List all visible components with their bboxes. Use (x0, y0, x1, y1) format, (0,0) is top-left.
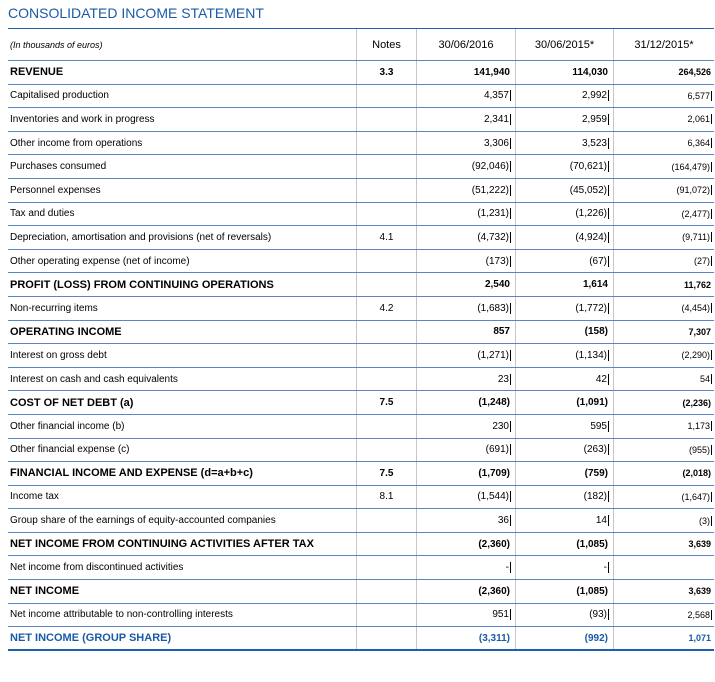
table-row (8, 155, 714, 179)
table-row (8, 556, 714, 580)
row-value-30-06-2016: 4,357 (417, 85, 516, 108)
table-header-row (8, 29, 714, 61)
row-value-30-06-2016: 951 (417, 604, 516, 627)
row-value-31-12-2015: (2,018) (682, 468, 711, 479)
row-value-30-06-2015: (759) (516, 462, 614, 485)
row-value-30-06-2015: (67) (516, 250, 614, 273)
row-value-30-06-2016: (1,683) (417, 297, 516, 320)
row-value-31-12-2015: 2,061 (687, 114, 710, 125)
row-value-31-12-2015: (2,290) (681, 350, 710, 361)
table-row (8, 108, 714, 132)
row-label: NET INCOME (GROUP SHARE) (8, 627, 357, 649)
row-value-30-06-2016: (92,046) (417, 155, 516, 178)
row-value-31-12-2015: (91,072) (676, 185, 710, 196)
row-value-31-12-2015: 6,577 (687, 90, 710, 101)
row-label: Non-recurring items (8, 297, 357, 320)
row-label: Interest on gross debt (8, 344, 357, 367)
row-value-31-12-2015: (1,647) (681, 491, 710, 502)
row-label: Income tax (8, 486, 357, 509)
table-row (8, 61, 714, 85)
row-value-31-12-2015: 6,364 (687, 138, 710, 149)
row-value-30-06-2015: 114,030 (516, 61, 614, 84)
row-label: Inventories and work in progress (8, 108, 357, 131)
row-value-30-06-2015: 595 (516, 415, 614, 438)
row-notes (357, 108, 417, 131)
row-value-31-12-2015 (614, 556, 714, 579)
row-value-30-06-2015: (158) (516, 321, 614, 344)
table-row (8, 604, 714, 628)
row-label: NET INCOME (8, 580, 357, 603)
row-value-30-06-2015: (1,091) (516, 391, 614, 414)
row-value-30-06-2016: 23 (417, 368, 516, 391)
row-value-30-06-2016: 3,306 (417, 132, 516, 155)
row-label: Depreciation, amortisation and provisions (net of reversals) (8, 226, 357, 249)
row-value-30-06-2016: (2,360) (417, 580, 516, 603)
row-value-31-12-2015: 1,071 (688, 633, 711, 644)
row-value-30-06-2015: (4,924) (516, 226, 614, 249)
row-notes (357, 533, 417, 556)
table-row (8, 627, 714, 651)
row-value-30-06-2016: 230 (417, 415, 516, 438)
row-label: Other financial income (b) (8, 415, 357, 438)
table-row (8, 533, 714, 557)
row-value-30-06-2016: (1,248) (417, 391, 516, 414)
row-value-30-06-2016: (2,360) (417, 533, 516, 556)
row-notes (357, 627, 417, 649)
row-value-30-06-2015: (992) (516, 627, 614, 649)
header-col-30-06-2016: 30/06/2016 (417, 29, 516, 60)
row-label: Other financial expense (c) (8, 439, 357, 462)
row-value-31-12-2015: (955) (688, 444, 710, 455)
row-label: Net income from discontinued activities (8, 556, 357, 579)
table-row (8, 580, 714, 604)
table-row (8, 368, 714, 392)
row-value-30-06-2015: 42 (516, 368, 614, 391)
row-value-31-12-2015: 3,639 (688, 539, 711, 550)
table-row (8, 203, 714, 227)
row-notes (357, 368, 417, 391)
table-row (8, 321, 714, 345)
row-notes (357, 604, 417, 627)
row-notes (357, 179, 417, 202)
row-value-30-06-2016: (4,732) (417, 226, 516, 249)
row-value-30-06-2015: (70,621) (516, 155, 614, 178)
header-col-31-12-2015: 31/12/2015* (634, 38, 694, 51)
table-row (8, 415, 714, 439)
row-value-30-06-2015: 3,523 (516, 132, 614, 155)
row-value-30-06-2015: (45,052) (516, 179, 614, 202)
table-row (8, 509, 714, 533)
income-statement-table (8, 28, 714, 651)
row-label: COST OF NET DEBT (a) (8, 391, 357, 414)
row-value-30-06-2015: - (516, 556, 614, 579)
table-row (8, 439, 714, 463)
row-notes (357, 344, 417, 367)
row-value-31-12-2015: 264,526 (678, 67, 711, 78)
row-value-30-06-2016: (173) (417, 250, 516, 273)
row-notes: 4.2 (357, 297, 417, 320)
row-value-30-06-2015: 2,992 (516, 85, 614, 108)
row-value-31-12-2015: 2,568 (687, 609, 710, 620)
table-row (8, 344, 714, 368)
row-value-30-06-2016: (1,231) (417, 203, 516, 226)
row-notes: 7.5 (357, 391, 417, 414)
row-notes (357, 509, 417, 532)
row-value-30-06-2015: (1,085) (516, 533, 614, 556)
row-notes: 4.1 (357, 226, 417, 249)
row-notes: 3.3 (357, 61, 417, 84)
row-value-30-06-2016: (691) (417, 439, 516, 462)
row-label: Purchases consumed (8, 155, 357, 178)
row-notes (357, 132, 417, 155)
row-value-30-06-2015: (1,085) (516, 580, 614, 603)
row-label: Capitalised production (8, 85, 357, 108)
row-label: Personnel expenses (8, 179, 357, 202)
row-notes (357, 273, 417, 296)
statement-title: CONSOLIDATED INCOME STATEMENT (8, 5, 264, 21)
table-row (8, 391, 714, 415)
row-notes (357, 321, 417, 344)
row-notes (357, 155, 417, 178)
row-value-31-12-2015: (3) (699, 515, 710, 526)
row-value-31-12-2015: (164,479) (671, 161, 710, 172)
table-row (8, 273, 714, 297)
row-value-30-06-2016: 857 (417, 321, 516, 344)
row-value-30-06-2015: 14 (516, 509, 614, 532)
row-label: Net income attributable to non-controlling interests (8, 604, 357, 627)
table-row (8, 250, 714, 274)
row-value-30-06-2015: (263) (516, 439, 614, 462)
row-value-30-06-2015: (93) (516, 604, 614, 627)
row-notes (357, 85, 417, 108)
row-notes (357, 250, 417, 273)
row-value-30-06-2016: 2,540 (417, 273, 516, 296)
row-notes (357, 439, 417, 462)
table-row (8, 179, 714, 203)
row-value-30-06-2016: (1,709) (417, 462, 516, 485)
row-value-31-12-2015: 54 (699, 374, 710, 385)
row-value-30-06-2016: - (417, 556, 516, 579)
row-value-31-12-2015: 1,173 (687, 421, 710, 432)
row-notes: 8.1 (357, 486, 417, 509)
row-label: REVENUE (8, 61, 357, 84)
row-label: OPERATING INCOME (8, 321, 357, 344)
row-notes (357, 415, 417, 438)
row-value-31-12-2015: (2,477) (681, 208, 710, 219)
table-row (8, 226, 714, 250)
row-value-30-06-2016: (1,544) (417, 486, 516, 509)
header-units-label: (In thousands of euros) (8, 29, 357, 60)
row-value-31-12-2015: (2,236) (682, 397, 711, 408)
row-notes (357, 580, 417, 603)
row-value-31-12-2015: (4,454) (681, 303, 710, 314)
table-row (8, 486, 714, 510)
table-row (8, 132, 714, 156)
row-value-30-06-2016: 36 (417, 509, 516, 532)
row-label: Other operating expense (net of income) (8, 250, 357, 273)
table-row (8, 297, 714, 321)
row-label: Tax and duties (8, 203, 357, 226)
row-value-30-06-2015: (1,772) (516, 297, 614, 320)
row-label: Group share of the earnings of equity-accounted companies (8, 509, 357, 532)
row-value-30-06-2016: (3,311) (417, 627, 516, 649)
row-value-31-12-2015: (27) (693, 256, 710, 267)
row-value-30-06-2016: (51,222) (417, 179, 516, 202)
row-label: FINANCIAL INCOME AND EXPENSE (d=a+b+c) (8, 462, 357, 485)
row-value-30-06-2015: (1,226) (516, 203, 614, 226)
row-value-30-06-2016: 2,341 (417, 108, 516, 131)
table-row (8, 85, 714, 109)
row-value-31-12-2015: 11,762 (683, 279, 711, 290)
row-notes (357, 556, 417, 579)
row-notes: 7.5 (357, 462, 417, 485)
row-label: PROFIT (LOSS) FROM CONTINUING OPERATIONS (8, 273, 357, 296)
header-col-30-06-2015: 30/06/2015* (516, 29, 614, 60)
row-value-30-06-2015: (182) (516, 486, 614, 509)
row-label: NET INCOME FROM CONTINUING ACTIVITIES AFTER TAX (8, 533, 357, 556)
row-label: Other income from operations (8, 132, 357, 155)
row-label: Interest on cash and cash equivalents (8, 368, 357, 391)
row-value-30-06-2015: (1,134) (516, 344, 614, 367)
row-notes (357, 203, 417, 226)
header-notes: Notes (357, 29, 417, 60)
row-value-30-06-2015: 1,614 (516, 273, 614, 296)
row-value-31-12-2015: 3,639 (688, 586, 711, 597)
table-row (8, 462, 714, 486)
row-value-30-06-2016: (1,271) (417, 344, 516, 367)
row-value-30-06-2016: 141,940 (417, 61, 516, 84)
row-value-30-06-2015: 2,959 (516, 108, 614, 131)
row-value-31-12-2015: (9,711) (682, 232, 710, 243)
row-value-31-12-2015: 7,307 (688, 326, 711, 337)
table-body (8, 61, 714, 651)
